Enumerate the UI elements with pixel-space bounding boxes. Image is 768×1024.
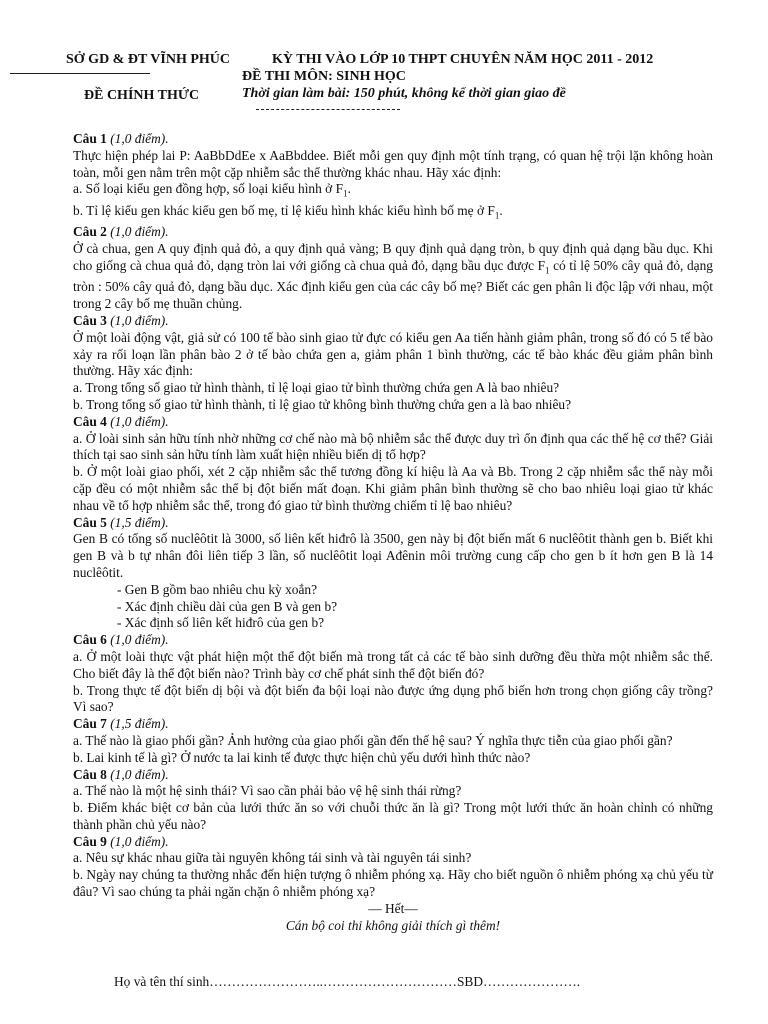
question-title	[73, 834, 713, 851]
exam-title: KỲ THI VÀO LỚP 10 THPT CHUYÊN NĂM HỌC 2011 - 2012	[272, 52, 654, 67]
question-sub-item: - Xác định chiều dài của gen B và gen b?	[117, 598, 338, 614]
question-text: a. Ở một loài thực vật phát hiện một thể đột biến mà trong tất cả các tế bào sinh dưỡng đều thừa một nhiễm sắc thể. Cho biết đây là thể đột biến nào? Trình bày cơ chế phát sinh thể đột biến đó?	[73, 648, 713, 681]
question-sub-item: - Gen B gồm bao nhiêu chu kỳ xoắn?	[117, 581, 318, 597]
question-number: Câu 1	[73, 131, 107, 146]
question-number: Câu 8	[73, 766, 107, 782]
question-title	[73, 313, 713, 330]
question-text: b. Trong thực tế đột biến dị bội và đột biến đa bội loại nào được ứng dụng phổ biến hơn trong chọn giống cây trồng? Vì sao?	[73, 682, 713, 715]
question-title	[73, 224, 713, 241]
exam-subject: ĐỀ THI MÔN: SINH HỌC	[242, 69, 406, 84]
exam-time-note: Thời gian làm bài: 150 phút, không kể thời gian giao đề	[242, 86, 566, 101]
question-points: (1,0 điểm).	[110, 224, 169, 240]
question-points: (1,0 điểm).	[110, 632, 169, 648]
department-name: SỞ GD & ĐT VĨNH PHÚC	[66, 52, 231, 67]
question-text: b. Trong tổng số giao tử hình thành, tỉ lệ giao tử không bình thường chứa gen a là bao nhiêu?	[73, 396, 572, 412]
question-sub-item: - Xác định số liên kết hiđrô của gen b?	[117, 615, 325, 631]
question-number: Câu 2	[73, 224, 107, 240]
official-status: ĐỀ CHÍNH THỨC	[84, 88, 200, 103]
question-number: Câu 7	[73, 716, 107, 732]
question-text: Ở cà chua, gen A quy định quả đỏ, a quy định quả vàng; B quy định quả dạng tròn, b quy định quả dạng bầu dục. Khi cho giống cà chua quả đỏ, dạng tròn lai với giống cà chua quả đỏ, dạng bầu dục được $F_1$ có tỉ lệ 50% cây quả đỏ, dạng tròn : 50% cây quả đỏ, dạng bầu dục. Xác định kiểu gen của các cây bố mẹ? Biết các gen phân li độc lập với nhau, một trong 2 cây bố mẹ thuần chủng.	[73, 241, 713, 312]
question-text: b. Tỉ lệ kiểu gen khác kiểu gen bố mẹ, tỉ lệ kiểu hình khác kiểu hình bố mẹ ở $F_1$.	[73, 202, 503, 221]
question-text: a. Trong tổng số giao tử hình thành, tỉ lệ loại giao tử bình thường chứa gen A là bao nhiêu?	[73, 380, 560, 396]
question-points: (1,0 điểm).	[110, 766, 169, 782]
end-mark: — Hết—	[368, 900, 418, 916]
question-text: b. Điểm khác biệt cơ bản của lưới thức ăn so với chuỗi thức ăn là gì? Trong một lưới thức ăn hoàn chỉnh có những thành phần chủ yếu nào?	[73, 800, 713, 832]
question-text: a. Thế nào là giao phối gần? Ảnh hưởng của giao phối gần đến thế hệ sau? Ý nghĩa thực tiễn của giao phối gần?	[73, 732, 673, 748]
question-text: Gen B có tổng số nuclêôtit là 3000, số liên kết hiđrô là 3500, gen này bị đột biến mất 6 nuclêôtit thành gen b. Biết khi gen B và b tự nhân đôi liên tiếp 3 lần, số nuclêôtit loại Ađênin môi trường cung cấp cho gen b ít hơn gen B là 14 nuclêôtit.	[73, 531, 713, 580]
question-title	[73, 131, 713, 148]
question-text: Ở một loài động vật, giả sử có 100 tế bào sinh giao tử đực có kiểu gen Aa tiến hành giảm phân, trong số đó có 5 tế bào xảy ra rối loạn lần phân bào 2 ở tế bào chứa gen a, giảm phân 1 bình thường, các tế bào khác đều giảm phân bình thường. Hãy xác định:	[73, 329, 713, 379]
question-points: (1,0 điểm).	[110, 413, 169, 429]
question-points: (1,0 điểm).	[110, 312, 169, 328]
question-points: (1,5 điểm).	[110, 514, 169, 530]
header-underline	[10, 73, 150, 74]
question-number: Câu 6	[73, 632, 107, 648]
question-text: b. Ở một loài giao phối, xét 2 cặp nhiễm sắc thể tương đồng kí hiệu là Aa và Bb. Trong 2 cặp nhiễm sắc thể này mỗi cặp đều có một nhiễm sắc thể bị đột biến mất đoạn. Khi giảm phân bình thường sẽ cho bao nhiêu loại giao tử khác nhau về tổ hợp nhiễm sắc thể, trong đó giao tử bình thường chiếm tỉ lệ bao nhiêu?	[73, 464, 713, 513]
question-title	[73, 515, 713, 532]
question-points: (1,0 điểm).	[110, 833, 169, 849]
question-number: Câu 5	[73, 514, 107, 530]
question-title	[73, 632, 713, 649]
question-number: Câu 4	[73, 413, 107, 429]
question-title	[73, 716, 713, 733]
question-title	[73, 414, 713, 431]
question-number: Câu 9	[73, 833, 107, 849]
question-text: a. Nêu sự khác nhau giữa tài nguyên không tái sinh và tài nguyên tái sinh?	[73, 850, 472, 866]
proctor-note: Cán bộ coi thi không giải thích gì thêm!	[285, 917, 501, 933]
candidate-signature-line: Họ và tên thí sinh……………………..…………………………SBD………………….	[114, 974, 581, 989]
question-number: Câu 3	[73, 312, 107, 328]
question-text: a. Ở loài sinh sản hữu tính nhờ những cơ chế nào mà bộ nhiễm sắc thể được duy trì ổn định qua các thế hệ cơ thể? Giải thích tại sao sinh sản hữu tính làm xuất hiện nhiều biến dị tổ hợp?	[73, 430, 713, 463]
question-text: a. Số loại kiểu gen đồng hợp, số loại kiểu hình ở $F_1$.	[73, 181, 351, 200]
question-text: b. Ngày nay chúng ta thường nhắc đến hiện tượng ô nhiễm phóng xạ. Hãy cho biết nguồn ô nhiễm phóng xạ chủ yếu từ đâu? Vì sao chúng ta phải ngăn chặn ô nhiễm phóng xạ?	[73, 867, 713, 900]
questions-body	[73, 131, 713, 934]
question-text: Thực hiện phép lai P: AaBbDdEe x AaBbddee. Biết mỗi gen quy định một tính trạng, có quan hệ trội lặn không hoàn toàn, mỗi gen nằm trên một cặp nhiễm sắc thể thường khác nhau. Hãy xác định:	[73, 147, 713, 180]
question-text: a. Thế nào là một hệ sinh thái? Vì sao cần phải bảo vệ hệ sinh thái rừng?	[73, 783, 462, 799]
question-text: b. Lai kinh tế là gì? Ở nước ta lai kinh tế được thực hiện chủ yếu dưới hình thức nào?	[73, 749, 531, 765]
question-title	[73, 767, 713, 784]
question-points: (1,5 điểm).	[110, 716, 169, 732]
header-divider	[256, 109, 400, 110]
question-points: (1,0 điểm).	[110, 131, 169, 146]
